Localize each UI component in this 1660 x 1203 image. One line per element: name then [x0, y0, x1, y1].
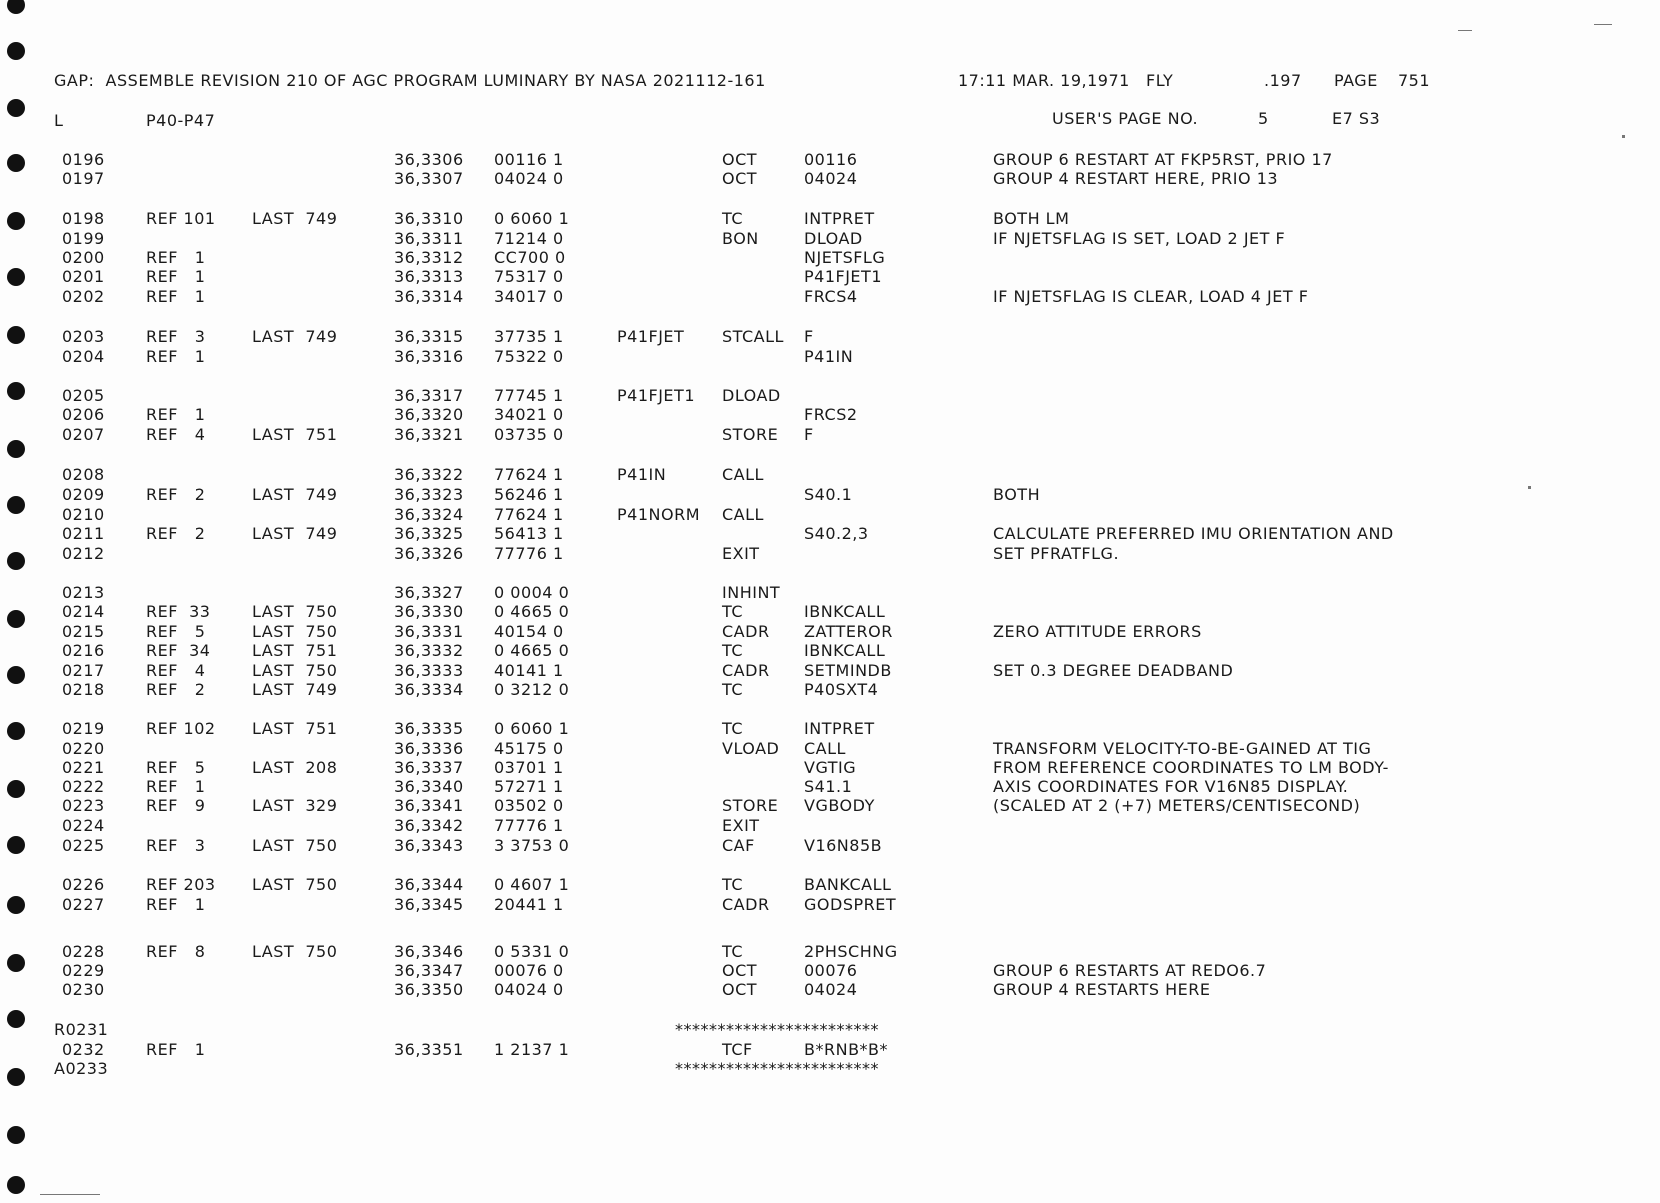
- header-counter: .197: [1264, 71, 1302, 90]
- address: 36,3346: [394, 942, 464, 961]
- opcode: INHINT: [722, 583, 781, 602]
- last-ref: LAST 749: [252, 524, 338, 543]
- ref-count: REF 2: [146, 524, 206, 543]
- punch-hole: [7, 212, 25, 230]
- opcode: CADR: [722, 661, 770, 680]
- line-number: 0196: [62, 150, 105, 169]
- operand: S40.1: [804, 485, 853, 504]
- address: 36,3317: [394, 386, 464, 405]
- octal-word: 34021 0: [494, 405, 564, 424]
- opcode: STCALL: [722, 327, 784, 346]
- octal-word: 04024 0: [494, 169, 564, 188]
- print-speck: [40, 1194, 100, 1195]
- comment: CALCULATE PREFERRED IMU ORIENTATION AND: [993, 524, 1394, 543]
- octal-word: 40154 0: [494, 622, 564, 641]
- octal-word: 77624 1: [494, 505, 564, 524]
- operand: VGBODY: [804, 796, 875, 815]
- octal-word: 0 4665 0: [494, 641, 570, 660]
- line-number: 0223: [62, 796, 105, 815]
- line-number: R0231: [54, 1020, 109, 1039]
- operand: SETMINDB: [804, 661, 892, 680]
- operand: VGTIG: [804, 758, 857, 777]
- ref-count: REF 34: [146, 641, 211, 660]
- line-number: 0230: [62, 980, 105, 999]
- octal-word: 0 6060 1: [494, 719, 570, 738]
- octal-word: 0 5331 0: [494, 942, 570, 961]
- operand: 04024: [804, 980, 858, 999]
- octal-word: 37735 1: [494, 327, 564, 346]
- octal-word: 77745 1: [494, 386, 564, 405]
- opcode: OCT: [722, 961, 758, 980]
- address: 36,3323: [394, 485, 464, 504]
- octal-word: 0 6060 1: [494, 209, 570, 228]
- line-number: 0228: [62, 942, 105, 961]
- ref-count: REF 3: [146, 836, 206, 855]
- address: 36,3347: [394, 961, 464, 980]
- last-ref: LAST 749: [252, 485, 338, 504]
- log-flag: L: [54, 111, 64, 130]
- comment: TRANSFORM VELOCITY-TO-BE-GAINED AT TIG: [993, 739, 1372, 758]
- symbol-label: P41FJET: [617, 327, 685, 346]
- line-number: 0212: [62, 544, 105, 563]
- address: 36,3344: [394, 875, 464, 894]
- operand: CALL: [804, 739, 846, 758]
- ref-count: REF 102: [146, 719, 216, 738]
- print-speck: [1528, 486, 1531, 489]
- octal-word: 56246 1: [494, 485, 564, 504]
- print-speck: [1594, 24, 1612, 25]
- line-number: 0213: [62, 583, 105, 602]
- address: 36,3306: [394, 150, 464, 169]
- comment: GROUP 4 RESTART HERE, PRIO 13: [993, 169, 1279, 188]
- opcode: TC: [722, 875, 744, 894]
- address: 36,3351: [394, 1040, 464, 1059]
- operand: F: [804, 425, 814, 444]
- octal-word: 0 4665 0: [494, 602, 570, 621]
- octal-word: 34017 0: [494, 287, 564, 306]
- address: 36,3327: [394, 583, 464, 602]
- ref-count: REF 1: [146, 1040, 206, 1059]
- operand: GODSPRET: [804, 895, 897, 914]
- line-number: 0232: [62, 1040, 105, 1059]
- last-ref: LAST 749: [252, 209, 338, 228]
- punch-hole: [7, 496, 25, 514]
- operand: V16N85B: [804, 836, 883, 855]
- line-number: 0202: [62, 287, 105, 306]
- last-ref: LAST 750: [252, 875, 338, 894]
- ref-count: REF 4: [146, 661, 206, 680]
- opcode: TC: [722, 719, 744, 738]
- opcode: TC: [722, 641, 744, 660]
- octal-word: 77624 1: [494, 465, 564, 484]
- comment: GROUP 6 RESTART AT FKP5RST, PRIO 17: [993, 150, 1333, 169]
- operand: F: [804, 327, 814, 346]
- line-number: 0205: [62, 386, 105, 405]
- line-number: 0226: [62, 875, 105, 894]
- octal-word: 56413 1: [494, 524, 564, 543]
- ref-count: REF 1: [146, 248, 206, 267]
- ref-count: REF 33: [146, 602, 211, 621]
- line-number: 0206: [62, 405, 105, 424]
- octal-word: 0 4607 1: [494, 875, 570, 894]
- punch-hole: [7, 610, 25, 628]
- address: 36,3340: [394, 777, 464, 796]
- opcode: BON: [722, 229, 759, 248]
- punch-hole: [7, 0, 25, 14]
- octal-word: CC700 0: [494, 248, 566, 267]
- ref-count: REF 5: [146, 758, 206, 777]
- address: 36,3325: [394, 524, 464, 543]
- operand: DLOAD: [804, 229, 863, 248]
- address: 36,3330: [394, 602, 464, 621]
- ref-count: REF 1: [146, 287, 206, 306]
- punch-hole: [7, 666, 25, 684]
- octal-word: 57271 1: [494, 777, 564, 796]
- line-number: 0216: [62, 641, 105, 660]
- operand: ZATTEROR: [804, 622, 893, 641]
- header-page-label: PAGE: [1334, 71, 1378, 90]
- ref-count: REF 101: [146, 209, 216, 228]
- line-number: 0210: [62, 505, 105, 524]
- last-ref: LAST 749: [252, 680, 338, 699]
- address: 36,3335: [394, 719, 464, 738]
- last-ref: LAST 750: [252, 602, 338, 621]
- operand: P41IN: [804, 347, 854, 366]
- octal-word: 71214 0: [494, 229, 564, 248]
- line-number: 0224: [62, 816, 105, 835]
- line-number: 0229: [62, 961, 105, 980]
- address: 36,3326: [394, 544, 464, 563]
- opcode: CADR: [722, 895, 770, 914]
- line-number: 0217: [62, 661, 105, 680]
- address: 36,3345: [394, 895, 464, 914]
- ref-count: REF 1: [146, 895, 206, 914]
- line-number: 0208: [62, 465, 105, 484]
- opcode: EXIT: [722, 816, 760, 835]
- operand: FRCS2: [804, 405, 858, 424]
- opcode: OCT: [722, 150, 758, 169]
- opcode: STORE: [722, 796, 779, 815]
- comment: BOTH LM: [993, 209, 1070, 228]
- octal-word: 3 3753 0: [494, 836, 570, 855]
- operand: P41FJET1: [804, 267, 882, 286]
- comment: AXIS COORDINATES FOR V16N85 DISPLAY.: [993, 777, 1349, 796]
- comment: ZERO ATTITUDE ERRORS: [993, 622, 1202, 641]
- ref-count: REF 1: [146, 405, 206, 424]
- comment: BOTH: [993, 485, 1041, 504]
- last-ref: LAST 208: [252, 758, 338, 777]
- opcode: EXIT: [722, 544, 760, 563]
- line-number: 0211: [62, 524, 105, 543]
- last-ref: LAST 750: [252, 622, 338, 641]
- header-timestamp: 17:11 MAR. 19,1971: [958, 71, 1130, 90]
- address: 36,3314: [394, 287, 464, 306]
- punch-hole: [7, 954, 25, 972]
- address: 36,3350: [394, 980, 464, 999]
- address: 36,3341: [394, 796, 464, 815]
- ref-count: REF 1: [146, 347, 206, 366]
- ref-count: REF 1: [146, 267, 206, 286]
- address: 36,3336: [394, 739, 464, 758]
- line-number: 0214: [62, 602, 105, 621]
- opcode: CALL: [722, 505, 764, 524]
- octal-word: 75317 0: [494, 267, 564, 286]
- line-number: 0215: [62, 622, 105, 641]
- line-number: 0227: [62, 895, 105, 914]
- address: 36,3311: [394, 229, 464, 248]
- octal-word: 03502 0: [494, 796, 564, 815]
- punch-hole: [7, 1068, 25, 1086]
- users-page-label: USER'S PAGE NO.: [1052, 109, 1199, 128]
- address: 36,3315: [394, 327, 464, 346]
- operand: INTPRET: [804, 719, 875, 738]
- address: 36,3322: [394, 465, 464, 484]
- punch-hole: [7, 1176, 25, 1194]
- line-number: 0218: [62, 680, 105, 699]
- comment: GROUP 6 RESTARTS AT REDO6.7: [993, 961, 1267, 980]
- operand: INTPRET: [804, 209, 875, 228]
- punch-hole: [7, 382, 25, 400]
- punch-hole: [7, 42, 25, 60]
- last-ref: LAST 329: [252, 796, 338, 815]
- opcode: OCT: [722, 169, 758, 188]
- operand: 04024: [804, 169, 858, 188]
- comment: (SCALED AT 2 (+7) METERS/CENTISECOND): [993, 796, 1361, 815]
- punch-hole: [7, 552, 25, 570]
- symbol-label: P41IN: [617, 465, 667, 484]
- line-number: 0197: [62, 169, 105, 188]
- octal-word: 03735 0: [494, 425, 564, 444]
- punch-hole: [7, 1126, 25, 1144]
- operand: 2PHSCHNG: [804, 942, 898, 961]
- address: 36,3343: [394, 836, 464, 855]
- operand: 00116: [804, 150, 858, 169]
- opcode: TC: [722, 602, 744, 621]
- comment: SET 0.3 DEGREE DEADBAND: [993, 661, 1234, 680]
- address: 36,3331: [394, 622, 464, 641]
- address: 36,3313: [394, 267, 464, 286]
- print-speck: [1458, 30, 1472, 31]
- punch-hole: [7, 1010, 25, 1028]
- opcode: CALL: [722, 465, 764, 484]
- header-page-number: 751: [1398, 71, 1431, 90]
- operand: IBNKCALL: [804, 641, 886, 660]
- last-ref: LAST 750: [252, 942, 338, 961]
- operand: S40.2,3: [804, 524, 869, 543]
- opcode: OCT: [722, 980, 758, 999]
- ref-count: REF 1: [146, 777, 206, 796]
- punch-hole: [7, 896, 25, 914]
- line-number: 0225: [62, 836, 105, 855]
- address: 36,3307: [394, 169, 464, 188]
- octal-word: 77776 1: [494, 816, 564, 835]
- punch-hole: [7, 268, 25, 286]
- opcode: VLOAD: [722, 739, 780, 758]
- address: 36,3337: [394, 758, 464, 777]
- separator-stars: ************************: [675, 1059, 879, 1078]
- comment: SET PFRATFLG.: [993, 544, 1120, 563]
- symbol-label: P41FJET1: [617, 386, 695, 405]
- address: 36,3320: [394, 405, 464, 424]
- operand: 00076: [804, 961, 858, 980]
- symbol-label: P41NORM: [617, 505, 700, 524]
- punch-hole: [7, 154, 25, 172]
- opcode: TC: [722, 942, 744, 961]
- line-number: A0233: [54, 1059, 109, 1078]
- ref-count: REF 3: [146, 327, 206, 346]
- header-mode: FLY: [1146, 71, 1174, 90]
- line-number: 0199: [62, 229, 105, 248]
- line-number: 0201: [62, 267, 105, 286]
- operand: FRCS4: [804, 287, 858, 306]
- octal-word: 40141 1: [494, 661, 564, 680]
- line-number: 0198: [62, 209, 105, 228]
- ref-count: REF 9: [146, 796, 206, 815]
- opcode: TC: [722, 209, 744, 228]
- opcode: DLOAD: [722, 386, 781, 405]
- comment: FROM REFERENCE COORDINATES TO LM BODY-: [993, 758, 1389, 777]
- operand: IBNKCALL: [804, 602, 886, 621]
- last-ref: LAST 751: [252, 719, 338, 738]
- octal-word: 20441 1: [494, 895, 564, 914]
- operand: S41.1: [804, 777, 853, 796]
- octal-word: 0 0004 0: [494, 583, 570, 602]
- last-ref: LAST 751: [252, 641, 338, 660]
- print-speck: [1622, 135, 1625, 138]
- punch-hole: [7, 722, 25, 740]
- ref-count: REF 2: [146, 680, 206, 699]
- address: 36,3324: [394, 505, 464, 524]
- octal-word: 03701 1: [494, 758, 564, 777]
- separator-stars: ************************: [675, 1020, 879, 1039]
- punch-hole: [7, 99, 25, 117]
- octal-word: 75322 0: [494, 347, 564, 366]
- punch-hole: [7, 440, 25, 458]
- line-number: 0207: [62, 425, 105, 444]
- section-label: P40-P47: [146, 111, 216, 130]
- last-ref: LAST 750: [252, 836, 338, 855]
- opcode: CADR: [722, 622, 770, 641]
- line-number: 0209: [62, 485, 105, 504]
- octal-word: 1 2137 1: [494, 1040, 570, 1059]
- last-ref: LAST 751: [252, 425, 338, 444]
- line-number: 0222: [62, 777, 105, 796]
- line-number: 0221: [62, 758, 105, 777]
- header-title: GAP: ASSEMBLE REVISION 210 OF AGC PROGRAM LUMINARY BY NASA 2021112-161: [54, 71, 766, 90]
- comment: IF NJETSFLAG IS CLEAR, LOAD 4 JET F: [993, 287, 1309, 306]
- opcode: STORE: [722, 425, 779, 444]
- operand: P40SXT4: [804, 680, 879, 699]
- address: 36,3332: [394, 641, 464, 660]
- section-code: E7 S3: [1332, 109, 1381, 128]
- ref-count: REF 4: [146, 425, 206, 444]
- address: 36,3312: [394, 248, 464, 267]
- opcode: TC: [722, 680, 744, 699]
- punch-hole: [7, 780, 25, 798]
- operand: B*RNB*B*: [804, 1040, 889, 1059]
- ref-count: REF 203: [146, 875, 216, 894]
- line-number: 0200: [62, 248, 105, 267]
- comment: IF NJETSFLAG IS SET, LOAD 2 JET F: [993, 229, 1286, 248]
- comment: GROUP 4 RESTARTS HERE: [993, 980, 1211, 999]
- punch-hole: [7, 836, 25, 854]
- punch-hole: [7, 326, 25, 344]
- octal-word: 0 3212 0: [494, 680, 570, 699]
- line-number: 0203: [62, 327, 105, 346]
- octal-word: 04024 0: [494, 980, 564, 999]
- last-ref: LAST 750: [252, 661, 338, 680]
- line-number: 0204: [62, 347, 105, 366]
- octal-word: 00116 1: [494, 150, 564, 169]
- opcode: TCF: [722, 1040, 753, 1059]
- last-ref: LAST 749: [252, 327, 338, 346]
- address: 36,3310: [394, 209, 464, 228]
- users-page-number: 5: [1258, 109, 1269, 128]
- address: 36,3316: [394, 347, 464, 366]
- ref-count: REF 8: [146, 942, 206, 961]
- address: 36,3321: [394, 425, 464, 444]
- octal-word: 77776 1: [494, 544, 564, 563]
- ref-count: REF 2: [146, 485, 206, 504]
- line-number: 0219: [62, 719, 105, 738]
- operand: NJETSFLG: [804, 248, 886, 267]
- opcode: CAF: [722, 836, 755, 855]
- operand: BANKCALL: [804, 875, 892, 894]
- address: 36,3333: [394, 661, 464, 680]
- address: 36,3334: [394, 680, 464, 699]
- octal-word: 00076 0: [494, 961, 564, 980]
- octal-word: 45175 0: [494, 739, 564, 758]
- address: 36,3342: [394, 816, 464, 835]
- line-number: 0220: [62, 739, 105, 758]
- ref-count: REF 5: [146, 622, 206, 641]
